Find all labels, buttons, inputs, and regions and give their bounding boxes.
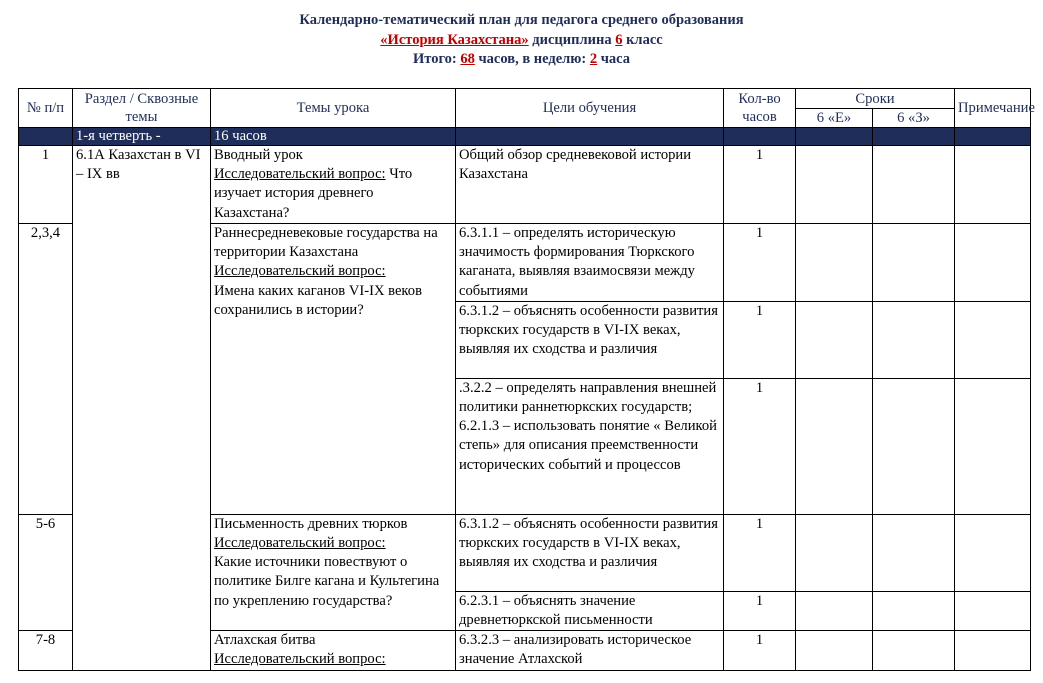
row-number: 2,3,4 [19,224,73,515]
row-number: 1 [19,146,73,224]
section-cell: 6.1А Казахстан в VI – IX вв [73,146,211,671]
research-question-label: Исследовательский вопрос: [214,263,386,280]
topic-question: Какие источники повествуют о политике Билге кагана и Культегина по укреплению государства? [214,554,440,609]
date-z-cell [873,378,955,514]
col-header-date-e: 6 «Е» [796,109,873,128]
date-z-cell [873,591,955,630]
quarter-hours: 16 часов [211,128,456,146]
notes-cell [955,631,1031,670]
topic-title: Вводный урок [214,147,303,163]
research-question-label: Исследовательский вопрос: [214,651,386,668]
col-header-goals: Цели обучения [456,89,724,128]
col-header-dates: Сроки [796,89,955,109]
row-number: 5-6 [19,514,73,630]
date-e-cell [796,146,873,224]
col-header-date-z: 6 «З» [873,109,955,128]
discipline-word: дисциплина [532,32,612,48]
notes-cell [955,591,1031,630]
topic-question: Что изучает история древнего Казахстана? [214,166,413,221]
total-mid: часов, в неделю: [478,51,587,67]
hours-cell: 1 [724,378,796,514]
row-number: 7-8 [19,631,73,670]
total-line [0,50,1043,69]
col-header-hours: Кол-во часов [724,89,796,128]
research-question-label: Исследовательский вопрос: [214,535,386,552]
date-z-cell [873,146,955,224]
goal-cell: 6.3.1.1 – определять историческую значимость формирования Тюркского каганата, выявляя взаимосвязи между событиями [456,224,724,302]
topic-question: Имена каких каганов VI-IX веков сохранились в истории? [214,282,422,318]
hours-cell: 1 [724,591,796,630]
hours-cell: 1 [724,146,796,224]
date-e-cell [796,514,873,591]
total-prefix: Итого: [412,51,457,67]
topic-title: Раннесредневековые государства на территории Казахстана [214,225,438,261]
topic-cell [211,224,456,515]
date-e-cell [796,378,873,514]
date-e-cell [796,301,873,378]
topic-cell [211,146,456,224]
notes-cell [955,224,1031,302]
notes-cell [955,378,1031,514]
table-row [19,146,1031,224]
weekly-suffix: часа [600,51,630,67]
date-e-cell [796,224,873,302]
hours-cell: 1 [724,514,796,591]
research-question-label: Исследовательский вопрос: [214,166,386,183]
col-header-section: Раздел / Сквозные темы [73,89,211,128]
goal-text: 6.2.1.3 – использовать понятие « Великой степь» для описания преемственности исторических событий и процессов [459,418,717,473]
hours-cell: 1 [724,224,796,302]
hours-cell: 1 [724,631,796,670]
notes-cell [955,514,1031,591]
topic-cell [211,631,456,670]
discipline-name: «История Казахстана» [380,32,529,48]
topic-title: Атлахская битва [214,632,316,649]
goal-cell: 6.3.2.3 – анализировать историческое значение Атлахской [456,631,724,670]
date-z-cell [873,301,955,378]
quarter-row [19,128,1031,146]
grade-number: 6 [615,32,623,48]
date-e-cell [796,591,873,630]
notes-cell [955,301,1031,378]
goal-text: .3.2.2 – определять направления внешней политики раннетюркских государств; [459,379,717,416]
goal-cell [456,378,724,514]
quarter-label: 1-я четверть - [73,128,211,146]
goal-cell: Общий обзор средневековой истории Казахстана [456,146,724,224]
date-z-cell [873,224,955,302]
hours-cell: 1 [724,301,796,378]
col-header-num: № п/п [19,89,73,128]
date-z-cell [873,514,955,591]
discipline-line [0,31,1043,50]
topic-cell [211,514,456,630]
topic-title: Письменность древних тюрков [214,515,408,532]
col-header-notes: Примечание [955,89,1031,128]
class-word: класс [626,32,663,48]
goal-cell: 6.3.1.2 – объяснять особенности развития тюркских государств в VI-IX веках, выявляя их сходства и различия [456,301,724,378]
date-z-cell [873,631,955,670]
weekly-hours: 2 [589,51,598,67]
plan-title: Календарно-тематический план для педагога среднего образования [299,12,744,28]
goal-cell: 6.3.1.2 – объяснять особенности развития тюркских государств в VI-IX веках, выявляя их сходства и различия [456,514,724,591]
col-header-topic: Темы урока [211,89,456,128]
plan-table [18,88,1035,671]
notes-cell [955,146,1031,224]
goal-cell: 6.2.3.1 – объяснять значение древнетюркской письменности [456,591,724,630]
date-e-cell [796,631,873,670]
total-hours: 68 [460,51,475,67]
